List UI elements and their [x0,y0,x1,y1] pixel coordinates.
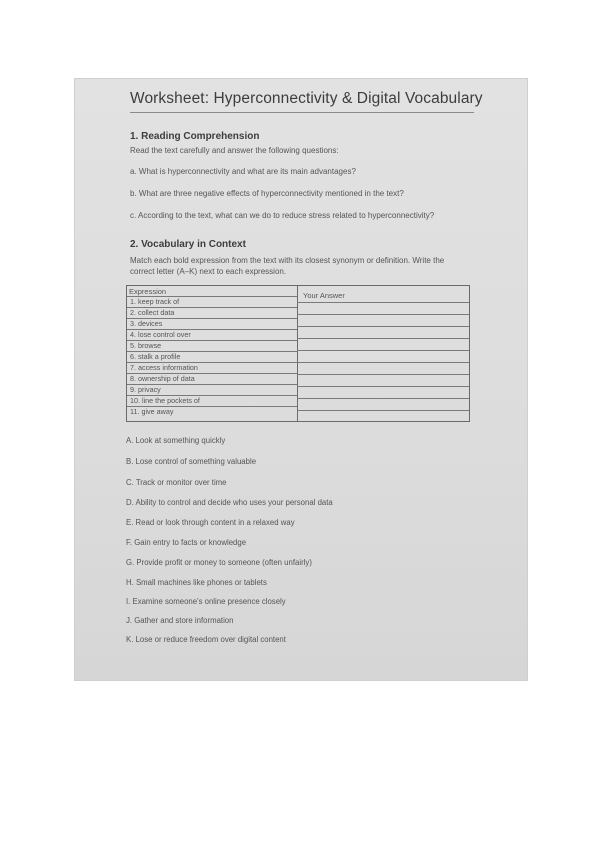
option-d: D. Ability to control and decide who uses your personal data [126,498,333,507]
option-f: F. Gain entry to facts or knowledge [126,538,247,547]
table-row: 2. collect data [127,307,297,317]
section1-instruction: Read the text carefully and answer the following questions: [130,146,339,155]
answer-line [297,374,469,375]
option-h: H. Small machines like phones or tablets [126,578,267,587]
table-row: 7. access information [127,362,297,372]
table-row: 6. stalk a profile [127,351,297,361]
option-g: G. Provide profit or money to someone (often unfairly) [126,558,312,567]
section2-heading: 2. Vocabulary in Context [130,239,246,250]
table-row: 1. keep track of [127,296,297,306]
answer-line [297,350,469,351]
option-i: I. Examine someone's online presence closely [126,597,286,606]
option-c: C. Track or monitor over time [126,478,227,487]
answer-line [297,314,469,315]
answer-line [297,326,469,327]
option-a: A. Look at something quickly [126,436,226,445]
table-row: 4. lose control over [127,329,297,339]
answer-line [297,302,469,303]
answer-line [297,398,469,399]
table-row: 10. line the pockets of [127,395,297,405]
question-c: c. According to the text, what can we do to reduce stress related to hyperconnectivity? [130,211,435,220]
option-j: J. Gather and store information [126,616,234,625]
option-k: K. Lose or reduce freedom over digital content [126,635,286,644]
question-b: b. What are three negative effects of hyperconnectivity mentioned in the text? [130,189,404,198]
answer-line [297,410,469,411]
section2-instruction-line2: correct letter (A–K) next to each expression. [130,267,287,276]
section2-instruction-line1: Match each bold expression from the text with its closest synonym or definition. Write the [130,256,445,265]
option-b: B. Lose control of something valuable [126,457,257,466]
option-e: E. Read or look through content in a relaxed way [126,518,295,527]
question-a: a. What is hyperconnectivity and what are its main advantages? [130,167,356,176]
table-row: 8. ownership of data [127,373,297,383]
table-header-expression: Expression [129,287,167,296]
answer-line [297,338,469,339]
table-header-answer: Your Answer [303,291,345,300]
table-row: 3. devices [127,318,297,328]
table-row: 11. give away [127,406,297,416]
table-column-divider [297,286,298,421]
table-row: 9. privacy [127,384,297,394]
title-underline [130,112,474,113]
answer-line [297,386,469,387]
vocabulary-table [126,285,470,422]
table-row: 5. browse [127,340,297,350]
answer-line [297,362,469,363]
section1-heading: 1. Reading Comprehension [130,131,260,142]
page-title: Worksheet: Hyperconnectivity & Digital Vocabulary [130,90,483,107]
worksheet-photo [74,78,528,681]
